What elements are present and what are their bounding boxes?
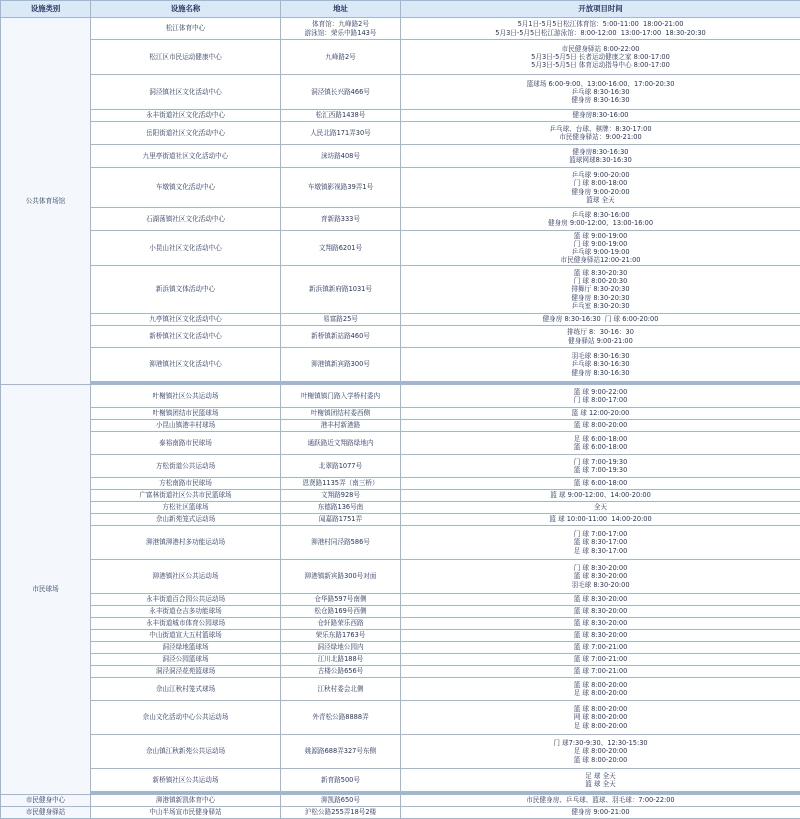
address-cell: 港丰村新港路: [281, 420, 401, 432]
table-row: [1, 769, 800, 792]
hours-cell: 健身房 9:00-21:00: [401, 807, 800, 819]
hours-cell: 门 球 7:00-17:00 篮 球 8:30-17:00 足 球 8:30-17:00: [401, 526, 800, 560]
category-cell: 市民健身中心: [1, 795, 91, 807]
facility-name-cell: 中山半场宣市民健身驿站: [91, 807, 281, 819]
table-row: [1, 490, 800, 502]
hours-cell: 篮 球 8:30-20:00: [401, 594, 800, 606]
table-row: [1, 678, 800, 701]
facility-name-cell: 广富林街道社区公共市民篮球场: [91, 490, 281, 502]
address-cell: 育新路333号: [281, 208, 401, 231]
table-row: [1, 630, 800, 642]
table-row: [1, 666, 800, 678]
facility-name-cell: 佘山江秋村笼式球场: [91, 678, 281, 701]
address-cell: 泖港镇新宾路300号对面: [281, 560, 401, 594]
hours-cell: 篮 球 8:00-20:00 网 球 8:00-20:00 足 球 8:00-20:00: [401, 701, 800, 735]
hours-cell: 篮 球 6:00-18:00: [401, 478, 800, 490]
facility-name-cell: 泖港镇社区文化活动中心: [91, 348, 281, 382]
table-row: [1, 478, 800, 490]
facility-name-cell: 永丰街道仓吉多功能球场: [91, 606, 281, 618]
address-cell: 泖凯路650号: [281, 795, 401, 807]
table-row: [1, 208, 800, 231]
header-name: 设施名称: [91, 1, 281, 18]
address-cell: 仓轩路荣乐西路: [281, 618, 401, 630]
facility-name-cell: 佘山文化活动中心公共运动场: [91, 701, 281, 735]
address-cell: 叶榭镇镇门路入学桥村委内: [281, 385, 401, 408]
address-cell: 九峰路2号: [281, 40, 401, 75]
address-cell: 叶榭镇团结村委西侧: [281, 408, 401, 420]
hours-cell: 篮 球 7:00-21:00: [401, 642, 800, 654]
address-cell: 新育路500号: [281, 769, 401, 792]
table-row: [1, 560, 800, 594]
address-cell: 洞泾绿地公园内: [281, 642, 401, 654]
table-row: [1, 526, 800, 560]
hours-cell: 足 球 6:00-18:00 篮 球 6:00-18:00: [401, 432, 800, 455]
hours-cell: 篮 球 7:00-21:00: [401, 666, 800, 678]
category-cell: 市民球场: [1, 385, 91, 795]
table-row: [1, 432, 800, 455]
header-category: 设施类别: [1, 1, 91, 18]
hours-cell: 健身房 8:30-16:30 门 球 6:00-20:00: [401, 314, 800, 326]
facility-name-cell: 佘山新苑笼式运动场: [91, 514, 281, 526]
facility-name-cell: 洞泾绿地篮球场: [91, 642, 281, 654]
hours-cell: 健身房8:30-16:00: [401, 110, 800, 122]
category-cell: 公共体育场馆: [1, 18, 91, 385]
header-address: 地址: [281, 1, 401, 18]
hours-cell: 健身房8:30-16:30 篮球网球8:30-16:30: [401, 145, 800, 168]
facility-name-cell: 小昆山镇港丰村球场: [91, 420, 281, 432]
table-row: [1, 145, 800, 168]
table-row: [1, 455, 800, 478]
address-cell: 姚源路688弄327号东侧: [281, 735, 401, 769]
facility-name-cell: 洞泾公园篮球场: [91, 654, 281, 666]
table-row: [1, 110, 800, 122]
facility-name-cell: 永丰街道城市体育公园球场: [91, 618, 281, 630]
address-cell: 恩贤路1135弄（南三桥）: [281, 478, 401, 490]
address-cell: 江川北路188号: [281, 654, 401, 666]
address-cell: 洞泾镇长兴路466号: [281, 75, 401, 110]
facility-name-cell: 泖港镇新凯体育中心: [91, 795, 281, 807]
hours-cell: 篮 球 8:00-20:00 足 球 8:00-20:00: [401, 678, 800, 701]
header-hours: 开放项目时间: [401, 1, 800, 18]
table-row: [1, 348, 800, 382]
facility-name-cell: 叶榭镇社区公共运动场: [91, 385, 281, 408]
table-row: [1, 618, 800, 630]
facility-name-cell: 松江体育中心: [91, 18, 281, 40]
hours-cell: 篮 球 8:30-20:30 门 球 8:00-20:30 排舞厅 8:30-20:30 健身房 8:30-20:30 乒乓室 8:30-20:30: [401, 266, 800, 314]
facility-name-cell: 方松南路市民球场: [91, 478, 281, 490]
table-row: [1, 606, 800, 618]
hours-cell: 篮 球 9:00-22:00 门 球 8:00-17:00: [401, 385, 800, 408]
address-cell: 人民北路171弄30号: [281, 122, 401, 145]
address-cell: 文翔路6201号: [281, 231, 401, 266]
address-cell: 松汇西路1438号: [281, 110, 401, 122]
facility-name-cell: 泖港镇社区公共运动场: [91, 560, 281, 594]
table-header-row: [1, 1, 800, 18]
table-body: [1, 18, 800, 819]
table-row: [1, 266, 800, 314]
address-cell: 新浜镇新府路1031号: [281, 266, 401, 314]
table-row: [1, 594, 800, 606]
facility-name-cell: 洞泾镇社区文化活动中心: [91, 75, 281, 110]
address-cell: 泖港村同泾路586号: [281, 526, 401, 560]
facility-name-cell: 车墩镇文化活动中心: [91, 168, 281, 208]
table-row: [1, 385, 800, 408]
hours-cell: 篮 球 9:00-12:00、14:00-20:00: [401, 490, 800, 502]
hours-cell: 篮 球 8:30-20:00: [401, 618, 800, 630]
hours-cell: 篮 球 7:00-21:00: [401, 654, 800, 666]
address-cell: 东德路136号南: [281, 502, 401, 514]
hours-cell: 羽毛球 8:30-16:30 乒乓球 8:30-16:30 健身房 8:30-16:30: [401, 348, 800, 382]
table-row: [1, 514, 800, 526]
facility-name-cell: 永丰街道社区文化活动中心: [91, 110, 281, 122]
hours-cell: 乒乓球 8:30-16:00 健身房 9:00-12:00、13:00-16:00: [401, 208, 800, 231]
table-row: [1, 326, 800, 348]
facility-name-cell: 小昆山社区文化活动中心: [91, 231, 281, 266]
hours-cell: 篮 球 9:00-19:00 门 球 9:00-19:00 乒乓球 9:00-19:00 市民健身驿站12:00-21:00: [401, 231, 800, 266]
hours-cell: 排练厅 8：30-16：30 健身驿站 9:00-21:00: [401, 326, 800, 348]
address-cell: 外青松公路8888弄: [281, 701, 401, 735]
address-cell: 仓华路597号南侧: [281, 594, 401, 606]
facility-name-cell: 佘山镇江秋新苑公共运动场: [91, 735, 281, 769]
facility-name-cell: 九里亭街道社区文化活动中心: [91, 145, 281, 168]
address-cell: 江秋村委会北侧: [281, 678, 401, 701]
table-row: [1, 168, 800, 208]
table-row: [1, 502, 800, 514]
hours-cell: 篮 球 12:00-20:00: [401, 408, 800, 420]
table-row: [1, 420, 800, 432]
hours-cell: 篮 球 8:30-20:00: [401, 606, 800, 618]
hours-cell: 门 球7:30-9:30、12:30-15:30 足 球 8:00-20:00 篮 球 8:00-20:00: [401, 735, 800, 769]
hours-cell: 全天: [401, 502, 800, 514]
hours-cell: 门 球 7:00-19:30 篮 球 7:00-19:30: [401, 455, 800, 478]
address-cell: 易富路25号: [281, 314, 401, 326]
facility-name-cell: 方松街道公共运动场: [91, 455, 281, 478]
table-row: [1, 75, 800, 110]
table-row: [1, 735, 800, 769]
facility-name-cell: 松江区市民运动健康中心: [91, 40, 281, 75]
address-cell: 荣乐东路1763号: [281, 630, 401, 642]
facility-name-cell: 新桥镇社区公共运动场: [91, 769, 281, 792]
table-row: [1, 408, 800, 420]
table-row: [1, 122, 800, 145]
hours-cell: 门 球 8:30-20:00 篮 球 8:30-20:00 羽毛球 8:30-20:00: [401, 560, 800, 594]
address-cell: 车墩镇影视路39弄1号: [281, 168, 401, 208]
table-row: [1, 314, 800, 326]
table-row: [1, 642, 800, 654]
table-row: [1, 795, 800, 807]
facility-name-cell: 叶榭镇团结市民篮球场: [91, 408, 281, 420]
facility-name-cell: 新浜镇文体活动中心: [91, 266, 281, 314]
address-cell: 北翠路1077号: [281, 455, 401, 478]
table-row: [1, 654, 800, 666]
hours-cell: 篮球场 6:00-9:00、13:00-16:00、17:00-20:30 乒乓球 8:30-16:30 健身房 8:30-16:30: [401, 75, 800, 110]
table-row: [1, 231, 800, 266]
table-row: [1, 807, 800, 819]
category-cell: 市民健身驿站: [1, 807, 91, 819]
hours-cell: 乒乓球 9:00-20:00 门 球 8:00-18:00 健身房 9:00-20:00 篮球 全天: [401, 168, 800, 208]
address-cell: 体育馆：九峰路2号 游泳馆：荣乐中路143号: [281, 18, 401, 40]
hours-cell: 足 球 全天 篮 球 全天: [401, 769, 800, 792]
facility-name-cell: 泖港镇泖港村多功能运动场: [91, 526, 281, 560]
facility-name-cell: 泰裕南路市民球场: [91, 432, 281, 455]
hours-cell: 篮 球 8:30-20:00: [401, 630, 800, 642]
address-cell: 泖港镇新宾路300号: [281, 348, 401, 382]
address-cell: 涞坊路408号: [281, 145, 401, 168]
facility-name-cell: 新桥镇社区文化活动中心: [91, 326, 281, 348]
address-cell: 通跃路近文翔路绿地内: [281, 432, 401, 455]
facility-name-cell: 九亭镇社区文化活动中心: [91, 314, 281, 326]
table-row: [1, 40, 800, 75]
address-cell: 松仓路169号西侧: [281, 606, 401, 618]
table-row: [1, 18, 800, 40]
facility-name-cell: 石湖荡镇社区文化活动中心: [91, 208, 281, 231]
table-row: [1, 701, 800, 735]
facility-name-cell: 洞泾洞泾花苑篮球场: [91, 666, 281, 678]
address-cell: 新桥镇新站路460号: [281, 326, 401, 348]
address-cell: 闻嘉路1751弄: [281, 514, 401, 526]
facility-name-cell: 方松社区篮球场: [91, 502, 281, 514]
hours-cell: 5月1日-5月5日松江体育馆：5:00-11:00 18:00-21:00 5月3日-5月5日松江游泳馆：8:00-12:00 13:00-17:00 18:30-20:30: [401, 18, 800, 40]
hours-cell: 乒乓球、台球、棋牌：8:30-17:00 市民健身驿站：9:00-21:00: [401, 122, 800, 145]
hours-cell: 篮 球 8:00-20:00: [401, 420, 800, 432]
hours-cell: 篮 球 10:00-11:00 14:00-20:00: [401, 514, 800, 526]
address-cell: 沪松公路255弄18号2楼: [281, 807, 401, 819]
facility-name-cell: 岳阳街道社区文化活动中心: [91, 122, 281, 145]
hours-cell: 市民健身驿站 8:00-22:00 5月3日-5月5日 长者运动健康之家 8:00-17:00 5月3日-5月5日 体育运动指导中心 8:00-17:00: [401, 40, 800, 75]
hours-cell: 市民健身房、乒乓球、篮球、羽毛球：7:00-22:00: [401, 795, 800, 807]
facility-name-cell: 中山街道宣大五村篮球场: [91, 630, 281, 642]
address-cell: 古楼公路656号: [281, 666, 401, 678]
facility-name-cell: 永丰街道百合园公共运动场: [91, 594, 281, 606]
address-cell: 文翔路928号: [281, 490, 401, 502]
